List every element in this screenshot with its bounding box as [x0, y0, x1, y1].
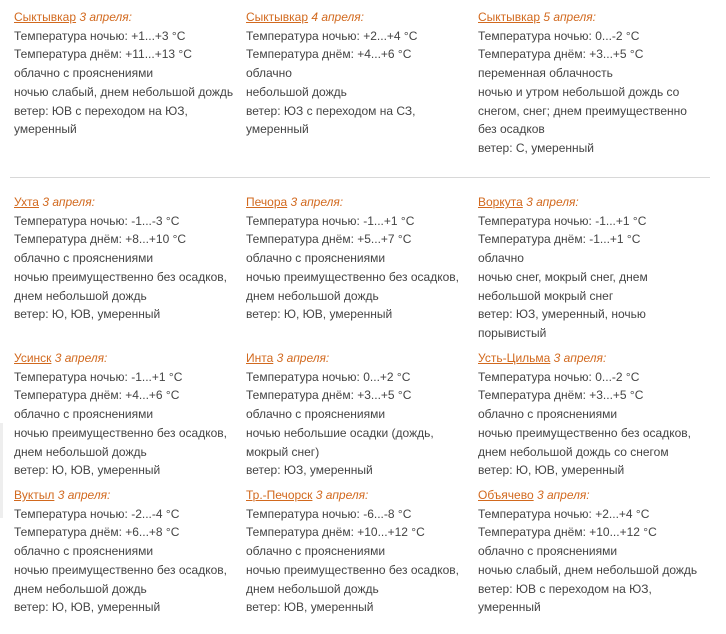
forecast-card: [246, 486, 474, 617]
city-link[interactable]: Тр.-Печорск: [246, 488, 313, 502]
forecast-date: 3 апреля:: [537, 488, 590, 502]
city-link[interactable]: Сыктывкар: [246, 10, 309, 24]
wind: ветер: С, умеренный: [478, 140, 594, 155]
day-temperature: Температура днём: +10...+12 °C: [478, 525, 657, 540]
forecast-card: [246, 193, 474, 324]
wind: ветер: ЮВ, умеренный: [246, 600, 374, 615]
day-temperature: Температура днём: +6...+8 °C: [14, 525, 180, 540]
forecast-date: 3 апреля:: [290, 195, 344, 209]
precipitation: ночью слабый, днем небольшой дождь: [14, 84, 234, 99]
precipitation: небольшой дождь: [246, 84, 347, 99]
night-temperature: Температура ночью: 0...+2 °C: [246, 369, 411, 384]
precipitation: ночью преимущественно без осадков, днем небольшой дождь: [246, 562, 459, 596]
night-temperature: Температура ночью: +2...+4 °C: [478, 506, 650, 521]
wind: ветер: ЮЗ, умеренный: [246, 463, 373, 478]
forecast-date: 3 апреля:: [79, 10, 133, 24]
day-temperature: Температура днём: +3...+5 °C: [478, 47, 644, 62]
forecast-card: [14, 486, 242, 617]
sky-condition: облачно с прояснениями: [246, 544, 386, 559]
night-temperature: Температура ночью: -1...+1 °C: [246, 213, 415, 228]
city-link[interactable]: Ухта: [14, 195, 39, 209]
forecast-date: 3 апреля:: [276, 351, 330, 365]
city-link[interactable]: Вуктыл: [14, 488, 55, 502]
forecast-card: [14, 8, 242, 139]
city-link[interactable]: Усинск: [14, 351, 52, 365]
section-divider: [10, 177, 710, 178]
sky-condition: облачно с прояснениями: [246, 407, 386, 422]
wind: ветер: Ю, ЮВ, умеренный: [14, 600, 161, 615]
sky-condition: облачно: [246, 66, 292, 81]
forecast-date: 4 апреля:: [311, 10, 365, 24]
night-temperature: Температура ночью: 0...-2 °C: [478, 369, 640, 384]
wind: ветер: Ю, ЮВ, умеренный: [14, 463, 161, 478]
day-temperature: Температура днём: +4...+6 °C: [246, 47, 412, 62]
city-link[interactable]: Инта: [246, 351, 274, 365]
night-temperature: Температура ночью: -1...+1 °C: [14, 369, 183, 384]
sky-condition: облачно с прояснениями: [14, 251, 154, 266]
city-link[interactable]: Объячево: [478, 488, 534, 502]
night-temperature: Температура ночью: -1...-3 °C: [14, 213, 180, 228]
city-link[interactable]: Сыктывкар: [478, 10, 541, 24]
precipitation: ночью преимущественно без осадков, днем небольшой дождь: [246, 269, 459, 303]
precipitation: ночью и утром небольшой дождь со снегом, снег; днем преимущественно без осадков: [478, 84, 687, 137]
day-temperature: Температура днём: +4...+6 °C: [14, 388, 180, 403]
forecast-card: [246, 349, 474, 480]
sky-condition: облачно с прояснениями: [478, 544, 618, 559]
forecast-card: [14, 349, 242, 480]
forecast-card: [478, 486, 706, 617]
night-temperature: Температура ночью: +2...+4 °C: [246, 28, 418, 43]
wind: ветер: ЮВ с переходом на ЮЗ, умеренный: [478, 581, 652, 615]
day-temperature: Температура днём: +5...+7 °C: [246, 232, 412, 247]
day-temperature: Температура днём: -1...+1 °C: [478, 232, 641, 247]
forecast-date: 3 апреля:: [526, 195, 579, 209]
wind: ветер: Ю, ЮВ, умеренный: [478, 463, 625, 478]
wind: ветер: Ю, ЮВ, умеренный: [246, 307, 393, 322]
forecast-row: [14, 486, 714, 616]
night-temperature: Температура ночью: -2...-4 °C: [14, 506, 180, 521]
wind: ветер: Ю, ЮВ, умеренный: [14, 307, 161, 322]
sky-condition: облачно с прояснениями: [14, 66, 154, 81]
precipitation: ночью снег, мокрый снег, днем небольшой мокрый снег: [478, 269, 648, 303]
city-link[interactable]: Сыктывкар: [14, 10, 77, 24]
forecast-card: [478, 349, 706, 480]
day-temperature: Температура днём: +10...+12 °C: [246, 525, 425, 540]
forecast-card: [14, 193, 242, 324]
sky-condition: облачно с прояснениями: [478, 407, 618, 422]
forecast-row: [14, 349, 714, 479]
precipitation: ночью преимущественно без осадков, днем небольшой дождь со снегом: [478, 425, 691, 459]
night-temperature: Температура ночью: -6...-8 °C: [246, 506, 412, 521]
forecast-date: 5 апреля:: [543, 10, 597, 24]
night-temperature: Температура ночью: +1...+3 °C: [14, 28, 186, 43]
sky-condition: облачно с прояснениями: [14, 407, 154, 422]
sky-condition: облачно с прояснениями: [14, 544, 154, 559]
wind: ветер: ЮВ с переходом на ЮЗ, умеренный: [14, 103, 188, 137]
forecast-date: 3 апреля:: [54, 351, 108, 365]
city-link[interactable]: Усть-Цильма: [478, 351, 551, 365]
sky-condition: облачно: [478, 251, 524, 266]
city-link[interactable]: Воркута: [478, 195, 523, 209]
forecast-row: [14, 8, 714, 168]
day-temperature: Температура днём: +3...+5 °C: [246, 388, 412, 403]
precipitation: ночью слабый, днем небольшой дождь: [478, 562, 698, 577]
day-temperature: Температура днём: +11...+13 °C: [14, 47, 192, 62]
forecast-date: 3 апреля:: [315, 488, 369, 502]
day-temperature: Температура днём: +8...+10 °C: [14, 232, 187, 247]
sky-condition: переменная облачность: [478, 66, 613, 81]
forecast-card: [478, 8, 706, 158]
forecast-card: [246, 8, 474, 139]
sky-condition: облачно с прояснениями: [246, 251, 386, 266]
precipitation: ночью преимущественно без осадков, днем небольшой дождь: [14, 425, 227, 459]
precipitation: ночью преимущественно без осадков, днем небольшой дождь: [14, 269, 227, 303]
night-temperature: Температура ночью: -1...+1 °C: [478, 213, 647, 228]
wind: ветер: ЮЗ, умеренный, ночью порывистый: [478, 307, 646, 340]
forecast-date: 3 апреля:: [42, 195, 95, 209]
forecast-date: 3 апреля:: [553, 351, 607, 365]
night-temperature: Температура ночью: 0...-2 °C: [478, 28, 640, 43]
forecast-row: [14, 193, 714, 343]
city-link[interactable]: Печора: [246, 195, 288, 209]
left-edge-decoration: [0, 423, 3, 518]
wind: ветер: ЮЗ с переходом на СЗ, умеренный: [246, 103, 416, 137]
precipitation: ночью преимущественно без осадков, днем небольшой дождь: [14, 562, 227, 596]
forecast-date: 3 апреля:: [57, 488, 111, 502]
forecast-card: [478, 193, 706, 343]
day-temperature: Температура днём: +3...+5 °C: [478, 388, 644, 403]
precipitation: ночью небольшие осадки (дождь, мокрый снег): [246, 425, 434, 459]
